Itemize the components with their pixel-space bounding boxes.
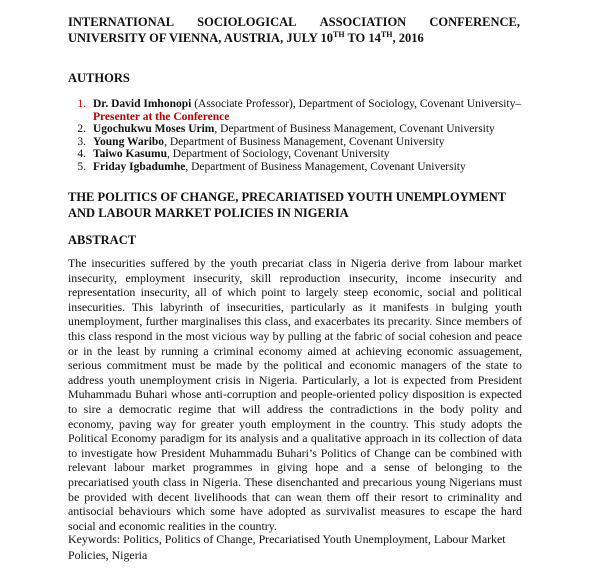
author-item <box>68 148 528 161</box>
author-text <box>93 161 466 174</box>
conference-title <box>68 14 520 46</box>
author-item <box>68 98 528 123</box>
author-text <box>93 123 495 136</box>
ordinal-suffix: TH <box>332 29 345 39</box>
author-text <box>93 98 521 123</box>
authors-heading: AUTHORS <box>68 71 130 85</box>
conference-venue: UNIVERSITY OF VIENNA, AUSTRIA, JULY 10 <box>68 31 333 45</box>
conference-word: SOCIOLOGICAL <box>197 15 297 29</box>
author-text <box>93 136 444 149</box>
conference-word: ASSOCIATION <box>319 15 407 29</box>
author-affiliation: , Department of Business Management, Covenant University <box>185 160 466 173</box>
paper-title: THE POLITICS OF CHANGE, PRECARIATISED YOUTH UNEMPLOYMENT AND LABOUR MARKET POLICIES IN NIGERIA <box>68 190 506 220</box>
author-affiliation: , Department of Sociology, Covenant University <box>167 148 390 160</box>
conference-year: , 2016 <box>392 31 424 45</box>
keywords: Keywords: Politics, Politics of Change, Precariatised Youth Unemployment, Labour Market Policies, Nigeria <box>68 532 506 562</box>
author-affiliation: , Department of Business Management, Covenant University <box>214 123 495 135</box>
author-item <box>68 136 528 149</box>
ordinal-suffix: TH <box>380 29 393 39</box>
conference-date-range: TO 14 <box>344 31 381 45</box>
authors-list <box>68 98 528 173</box>
author-affiliation: , Department of Business Management, Covenant University <box>164 135 445 148</box>
conference-word: INTERNATIONAL <box>68 15 175 29</box>
abstract-heading: ABSTRACT <box>68 233 137 247</box>
author-number: 4. <box>77 148 86 160</box>
author-item <box>68 123 528 136</box>
presenter-note: Presenter at the Conference <box>93 110 230 123</box>
author-number: 5. <box>77 160 86 173</box>
abstract-body: The insecurities suffered by the youth precariat class in Nigeria derive from labour market insecurity, employment insecurity, skill reproduction insecurity, income insecurity and representation insecurity, all of which point to largely steep economic, social and political insecurities. This labyrinth of insecurities, particularly as it manifests in bulging youth unemployment, further marginalises this class, and exacerbates its precarity. Since members of this class respond in the most vicious way by pulling at the fabric of social cohesion and peace or in the least by running a criminal economy aimed at achieving economic assuagement, serious commitment must be made by the political and economic managers of the state to address youth unemployment crisis in Nigeria. Particularly, a lot is expected from President Muhammadu Buhari whose anti-corruption and people-oriented policy disposition is expected to sire a democratic regime that will address the contradictions in the body polity and economy, paving way for greater youth employment in the country. This study adopts the Political Economy paradigm for its analysis and a qualitative approach in its collection of data to investigate how President Muhammadu Buhari’s Politics of Change can be combined with relevant labour market programmes in giving hope and a sense of belonging to the precariatised youth class in Nigeria. These disenchanted and precarious young Nigerians must be provided with decent livelihoods that can wean them off their resort to criminality and antisocial behaviours which some have adopted as survivalist measures to escape the hard social and economic realities in the country. <box>68 256 522 533</box>
conference-title-line1 <box>68 14 520 30</box>
conference-word: CONFERENCE, <box>429 15 520 29</box>
author-name: Friday Igbadumhe <box>93 160 186 173</box>
author-affiliation: (Associate Professor), Department of Sociology, Covenant University– <box>191 98 522 110</box>
author-name: Young Waribo <box>93 135 165 148</box>
author-text <box>93 148 390 161</box>
author-item <box>68 161 528 174</box>
author-number: 2. <box>77 123 86 135</box>
conference-title-line2 <box>68 30 520 46</box>
author-number: 1. <box>77 98 86 110</box>
author-name: Ugochukwu Moses Urim <box>93 123 215 135</box>
author-name: Dr. David Imhonopi <box>93 98 192 110</box>
author-number: 3. <box>77 135 86 148</box>
author-name: Taiwo Kasumu <box>93 148 168 160</box>
